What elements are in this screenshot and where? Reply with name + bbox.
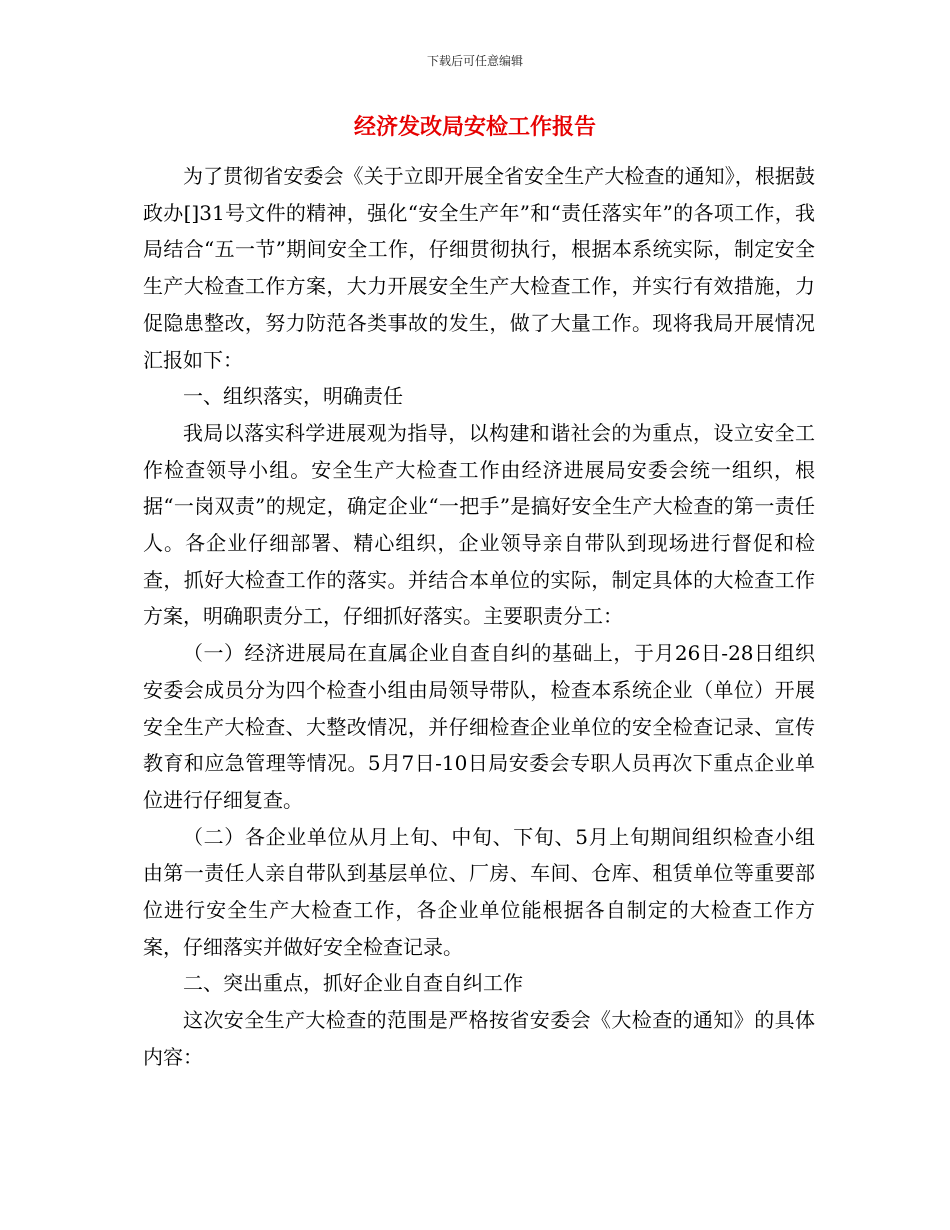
- header-note: 下载后可任意编辑: [426, 54, 523, 68]
- body-paragraph: （二）各企业单位从月上旬、中旬、下旬、5月上旬期间组织检查小组由第一责任人亲自带队到基层单位、厂房、车间、仓库、租赁单位等重要部位进行安全生产大检查工作，各企业单位能根据各自制定的大检查工作方案，仔细落实并做好安全检查记录。: [143, 824, 815, 959]
- body-paragraph: 我局以落实科学进展观为指导，以构建和谐社会的为重点，设立安全工作检查领导小组。安全生产大检查工作由经济进展局安委会统一组织，根据“一岗双责”的规定，确定企业“一把手”是搞好安全生产大检查的第一责任人。各企业仔细部署、精心组织，企业领导亲自带队到现场进行督促和检查，抓好大检查工作的落实。并结合本单位的实际，制定具体的大检查工作方案，明确职责分工，仔细抓好落实。主要职责分工：: [143, 420, 815, 629]
- intro-paragraph: 为了贯彻省安委会《关于立即开展全省安全生产大检查的通知》，根据鼓政办[]31号文件的精神，强化“安全生产年”和“责任落实年”的各项工作，我局结合“五一节”期间安全工作，仔细贯彻执行，根据本系统实际，制定安全生产大检查工作方案，大力开展安全生产大检查工作，并实行有效措施，力促隐患整改，努力防范各类事故的发生，做了大量工作。现将我局开展情况汇报如下：: [143, 164, 815, 372]
- section-heading-2: 二、突出重点，抓好企业自查自纠工作: [183, 971, 523, 996]
- body-paragraph: 这次安全生产大检查的范围是严格按省安委会《大检查的通知》的具体内容：: [143, 1008, 815, 1069]
- document-body: [143, 158, 815, 1076]
- section-heading-1: 一、组织落实，明确责任: [183, 384, 403, 409]
- body-paragraph: （一）经济进展局在直属企业自查自纠的基础上，于月26日-28日组织安委会成员分为四个检查小组由局领导带队，检查本系统企业（单位）开展安全生产大检查、大整改情况，并仔细检查企业单位的安全检查记录、宣传教育和应急管理等情况。5月7日-10日局安委会专职人员再次下重点企业单位进行仔细复查。: [143, 641, 815, 812]
- document-title: 经济发改局安检工作报告: [353, 114, 596, 140]
